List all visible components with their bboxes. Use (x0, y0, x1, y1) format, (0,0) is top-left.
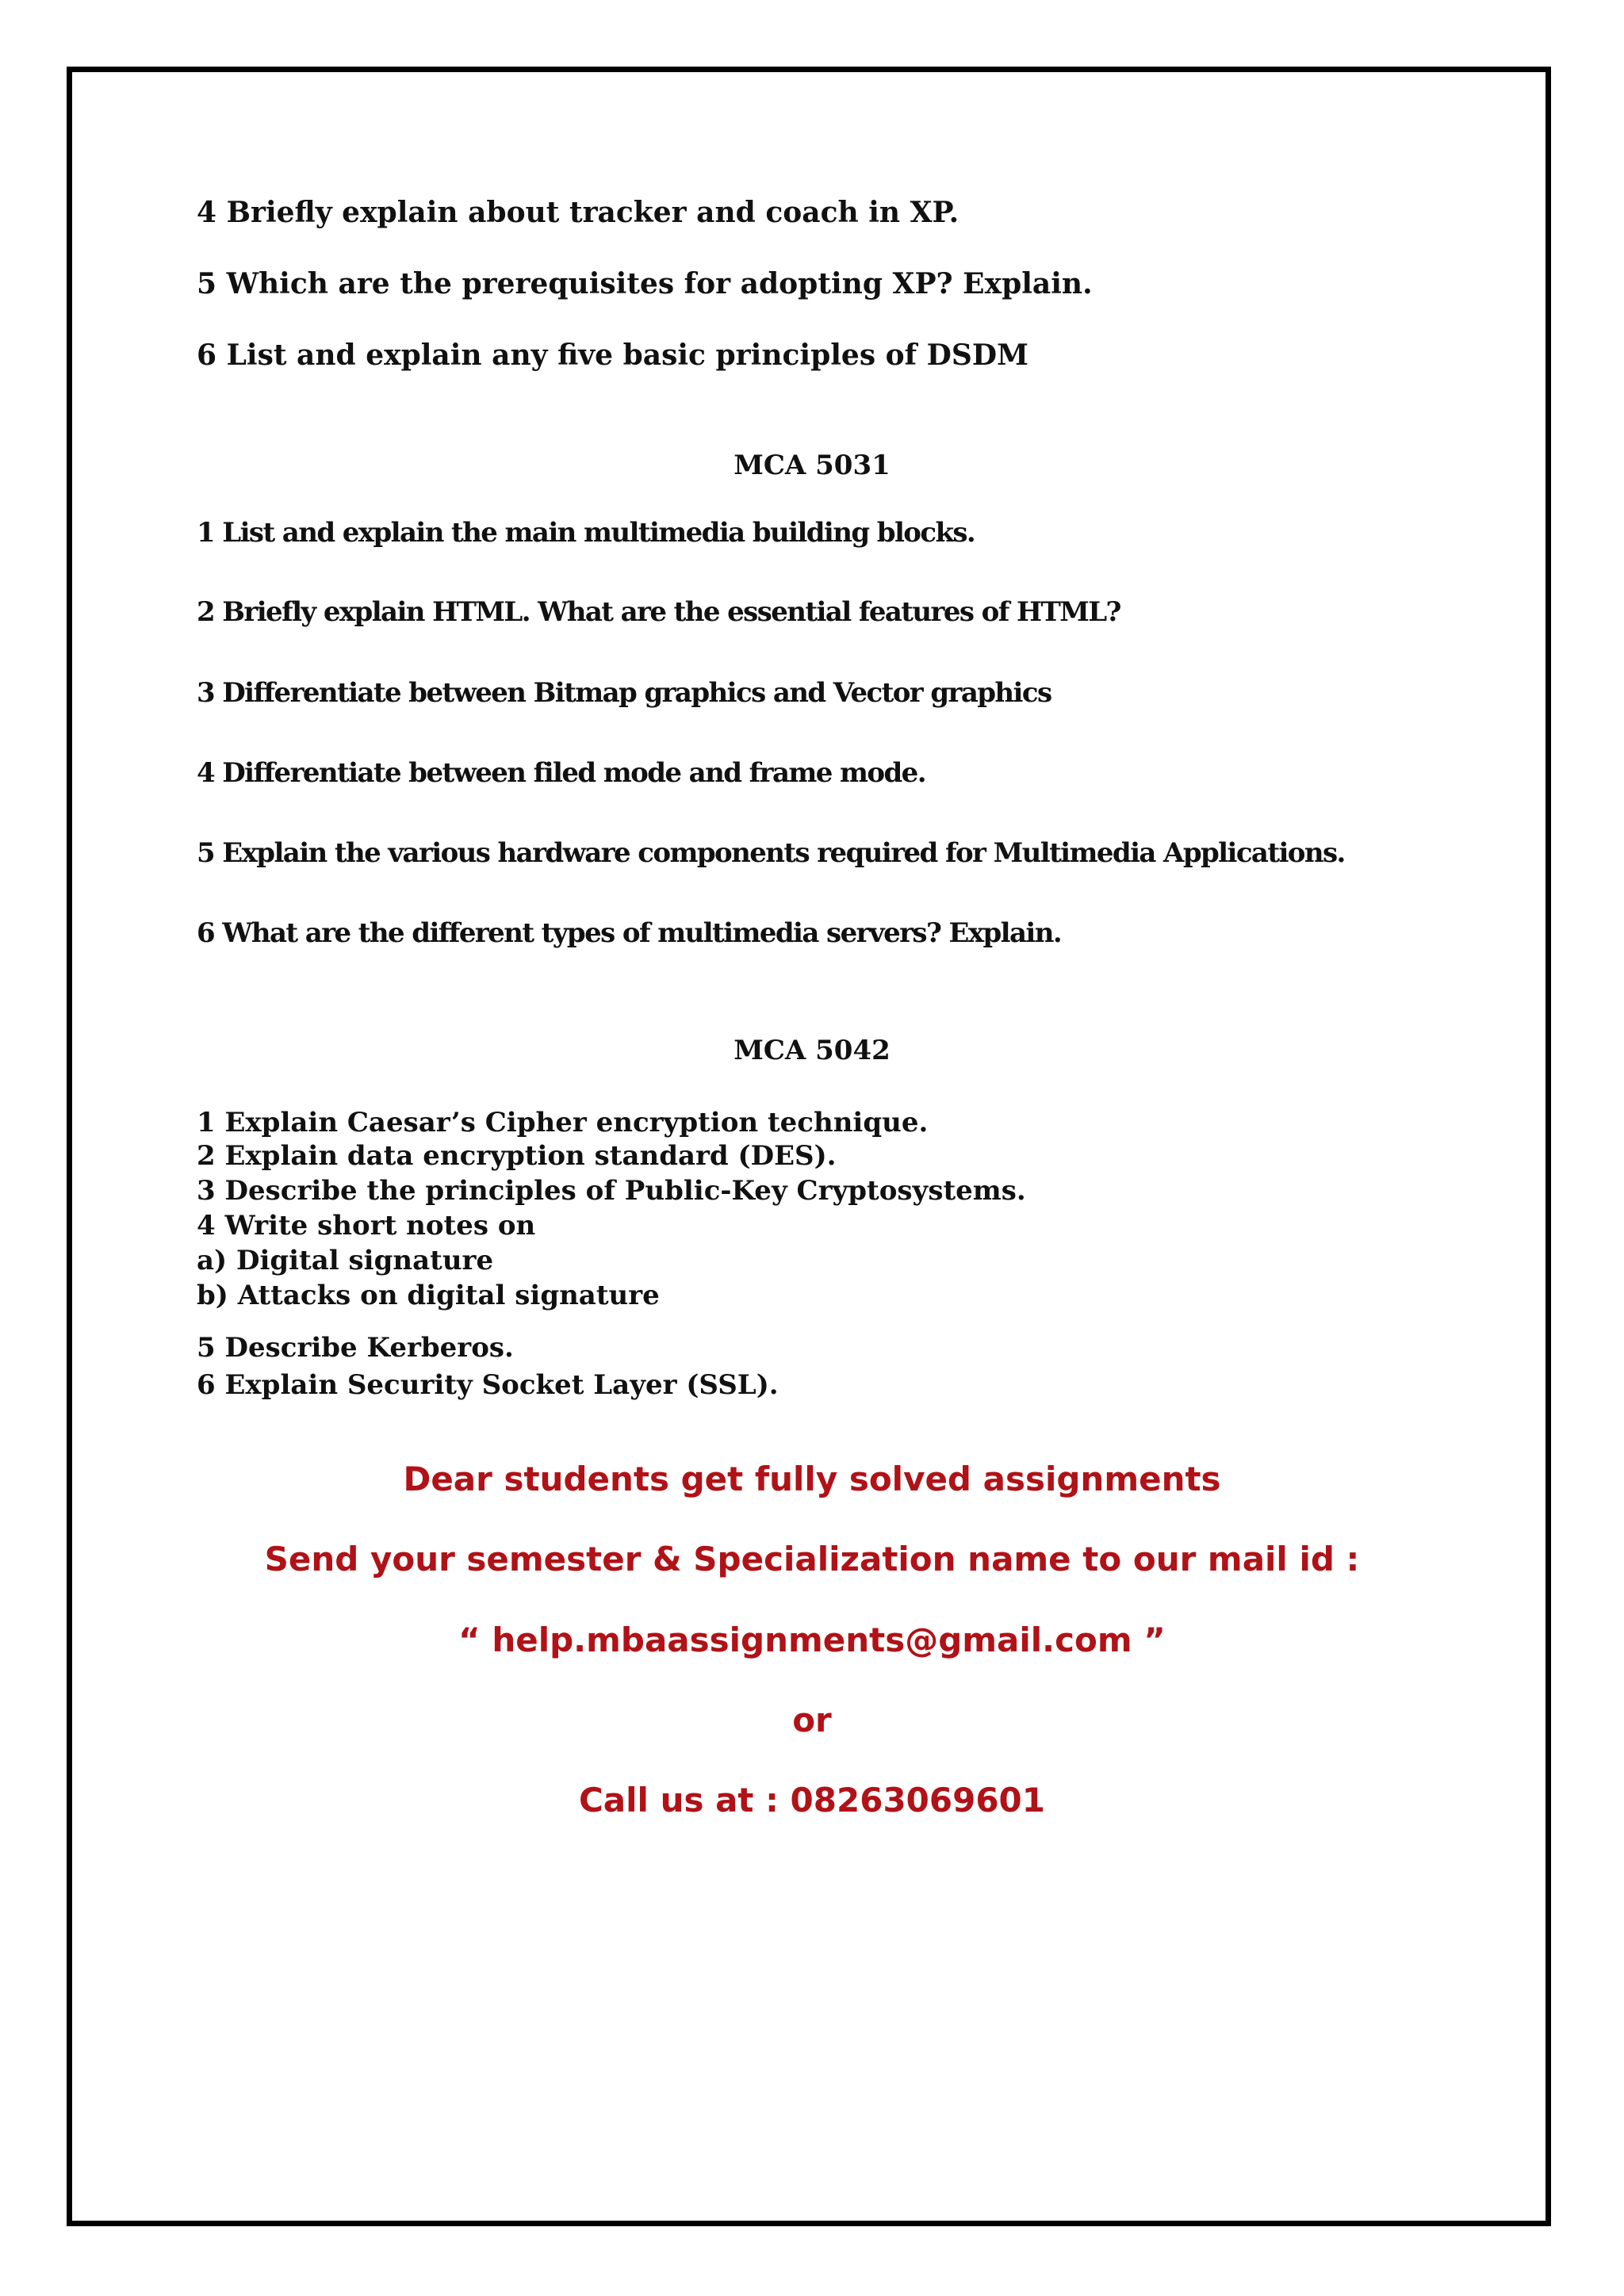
question-mca5042-2: 2 Explain data encryption standard (DES). (197, 1140, 837, 1172)
promo-line-2: Send your semester & Specialization name to our mail id : (264, 1540, 1360, 1578)
question-mca5031-4: 4 Differentiate between filed mode and frame mode. (197, 757, 925, 789)
question-xp-6: 6 List and explain any five basic principles of DSDM (197, 339, 1028, 372)
question-mca5042-4a: a) Digital signature (197, 1245, 494, 1276)
question-mca5042-5: 5 Describe Kerberos. (197, 1332, 514, 1364)
promo-call: Call us at : 08263069601 (578, 1781, 1046, 1820)
question-mca5031-1: 1 List and explain the main multimedia building blocks. (197, 517, 975, 549)
section-title-mca5042: MCA 5042 (733, 1035, 891, 1066)
question-mca5031-2: 2 Briefly explain HTML. What are the essential features of HTML? (197, 596, 1120, 628)
question-mca5042-3: 3 Describe the principles of Public-Key Cryptosystems. (197, 1175, 1026, 1207)
question-mca5042-4: 4 Write short notes on (197, 1210, 536, 1242)
question-mca5042-4b: b) Attacks on digital signature (197, 1280, 660, 1311)
question-mca5031-6: 6 What are the different types of multimedia servers? Explain. (197, 917, 1062, 949)
question-mca5042-1: 1 Explain Caesar’s Cipher encryption technique. (197, 1107, 929, 1138)
question-mca5031-5: 5 Explain the various hardware components required for Multimedia Applications. (197, 837, 1345, 869)
promo-email: “ help.mbaassignments@gmail.com ” (458, 1621, 1166, 1659)
question-xp-5: 5 Which are the prerequisites for adopting XP? Explain. (197, 267, 1093, 300)
question-mca5042-6: 6 Explain Security Socket Layer (SSL). (197, 1369, 779, 1401)
section-title-mca5031: MCA 5031 (733, 450, 891, 481)
question-mca5031-3: 3 Differentiate between Bitmap graphics and Vector graphics (197, 677, 1051, 709)
question-xp-4: 4 Briefly explain about tracker and coach in XP. (197, 196, 959, 229)
promo-or: or (792, 1701, 832, 1739)
promo-line-1: Dear students get fully solved assignments (403, 1460, 1221, 1498)
